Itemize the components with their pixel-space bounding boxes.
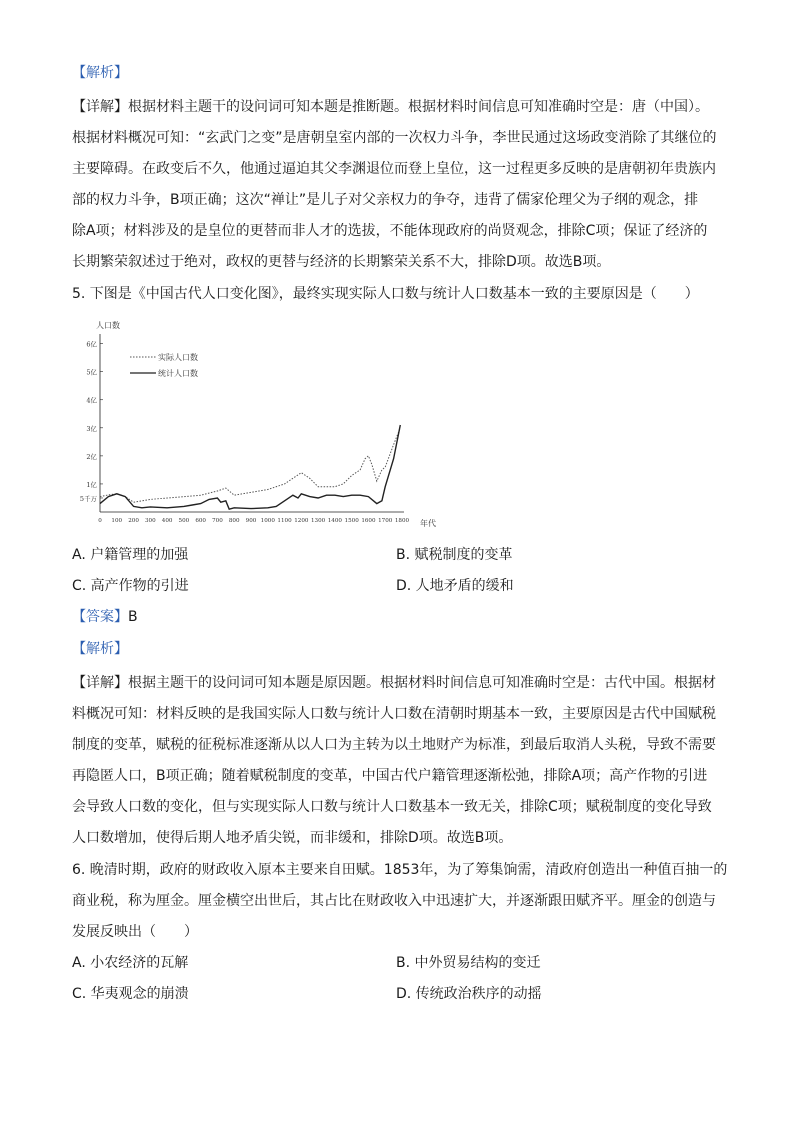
y-tick-label: 6亿 — [86, 340, 97, 349]
option-a[interactable]: A. 小农经济的瓦解 — [72, 955, 189, 971]
paragraph-line: 主要障碍。在政变后不久，他通过逼迫其父李渊退位而登上皇位，这一过程更多反映的是唐朝初年贵族内 — [72, 161, 716, 177]
x-tick-label: 1000 — [260, 518, 275, 524]
option-b[interactable]: B. 赋税制度的变革 — [396, 547, 513, 563]
x-tick-label: 1700 — [378, 518, 393, 524]
x-tick-label: 800 — [228, 518, 240, 524]
y-tick-label: 3亿 — [86, 424, 97, 433]
question-6-stem: 发展反映出（ ） — [72, 924, 198, 940]
paragraph-line: 会导致人口数的变化，但与实现实际人口数与统计人口数基本一致无关，排除C项；赋税制度的变化导致 — [72, 799, 712, 815]
paragraph-line: 再隐匿人口，B项正确；随着赋税制度的变革，中国古代户籍管理逐渐松弛，排除A项；高产作物的引进 — [72, 768, 708, 784]
option-a[interactable]: A. 户籍管理的加强 — [72, 547, 189, 563]
x-tick-label: 1500 — [344, 518, 359, 524]
detail-line-1 — [72, 97, 732, 117]
series-actual-population — [100, 428, 400, 502]
y-tick-label: 5千万 — [79, 494, 97, 503]
question-5-stem: 5. 下图是《中国古代人口变化图》，最终实现实际人口数与统计人口数基本一致的主要原因是（ ） — [72, 286, 699, 302]
question-6-stem: 商业税，称为厘金。厘金横空出世后，其占比在财政收入中迅速扩大，并逐渐跟田赋齐平。厘金的创造与 — [72, 893, 716, 909]
legend-label-actual: 实际人口数 — [158, 353, 198, 362]
paragraph-line: 部的权力斗争，B项正确；这次“禅让”是儿子对父亲权力的争夺，违背了儒家伦理父为子纲的观念，排 — [72, 192, 699, 208]
paragraph-line: 根据材料概况可知：“玄武门之变”是唐朝皇室内部的一次权力斗争，李世民通过这场政变消除了其继位的 — [72, 130, 717, 146]
x-tick-label: 300 — [144, 518, 156, 524]
paragraph-line: 料概况可知：材料反映的是我国实际人口数与统计人口数在清朝时期基本一致，主要原因是古代中国赋税 — [72, 706, 716, 722]
x-tick-label: 200 — [128, 518, 139, 524]
detail-tag: 【详解】 — [72, 99, 128, 115]
x-tick-label: 100 — [111, 518, 123, 524]
x-tick-label: 400 — [161, 518, 173, 524]
paragraph-text: 根据材料主题干的设问词可知本题是推断题。根据材料时间信息可知准确时空是：唐（中国）。 — [128, 99, 709, 115]
option-c[interactable]: C. 高产作物的引进 — [72, 578, 189, 594]
paragraph-line: 除A项；材料涉及的是皇位的更替而非人才的选拔，不能体现政府的尚贤观念，排除C项；保证了经济的 — [72, 223, 708, 239]
x-tick-label: 0 — [98, 518, 102, 524]
x-tick-label: 1800 — [394, 518, 410, 524]
answer-line — [72, 607, 732, 627]
y-tick-label: 5亿 — [86, 368, 97, 377]
answer-value: B — [128, 609, 138, 625]
detail-tag: 【详解】 — [72, 675, 128, 691]
x-tick-label: 1600 — [361, 518, 376, 524]
paragraph-line: 制度的变革，赋税的征税标准逐渐从以人口为主转为以土地财产为标准，到最后取消人头税，导致不需要 — [72, 737, 716, 753]
paragraph-text: 根据主题干的设问词可知本题是原因题。根据材料时间信息可知准确时空是：古代中国。根据材 — [128, 675, 716, 691]
option-b[interactable]: B. 中外贸易结构的变迁 — [396, 955, 541, 971]
x-ticks — [98, 518, 409, 524]
analysis-heading: 【解析】 — [72, 65, 128, 81]
population-chart — [79, 316, 464, 534]
analysis-heading: 【解析】 — [72, 641, 128, 657]
y-tick-label: 1亿 — [86, 480, 97, 489]
y-ticks — [80, 340, 103, 503]
y-tick-label: 4亿 — [86, 396, 97, 405]
x-tick-label: 1300 — [310, 518, 326, 524]
x-axis-label: 年代 — [420, 519, 436, 528]
paragraph-line: 长期繁荣叙述过于绝对，政权的更替与经济的长期繁荣关系不大，排除D项。故选B项。 — [72, 254, 611, 270]
x-tick-label: 1400 — [327, 518, 343, 524]
option-d[interactable]: D. 传统政治秩序的动摇 — [396, 986, 542, 1002]
y-axis-label: 人口数 — [96, 321, 120, 330]
legend-label-stat: 统计人口数 — [158, 369, 198, 378]
paragraph-line: 人口数增加，使得后期人地矛盾尖锐，而非缓和，排除D项。故选B项。 — [72, 830, 513, 846]
legend — [130, 352, 198, 378]
option-d[interactable]: D. 人地矛盾的缓和 — [396, 578, 514, 594]
x-tick-label: 1200 — [294, 518, 309, 524]
x-tick-label: 500 — [178, 518, 190, 524]
series-statistical-population — [100, 425, 400, 509]
x-tick-label: 900 — [245, 518, 257, 524]
option-c[interactable]: C. 华夷观念的崩溃 — [72, 986, 189, 1002]
detail-line-1 — [72, 673, 732, 693]
x-tick-label: 1100 — [277, 518, 292, 524]
x-tick-label: 600 — [195, 518, 207, 524]
answer-tag: 【答案】 — [72, 609, 128, 625]
x-tick-label: 700 — [212, 518, 223, 524]
question-6-stem: 6. 晚清时期，政府的财政收入原本主要来自田赋。1853年，为了筹集饷需，清政府创造出一种值百抽一的 — [72, 862, 728, 878]
y-tick-label: 2亿 — [86, 452, 97, 461]
